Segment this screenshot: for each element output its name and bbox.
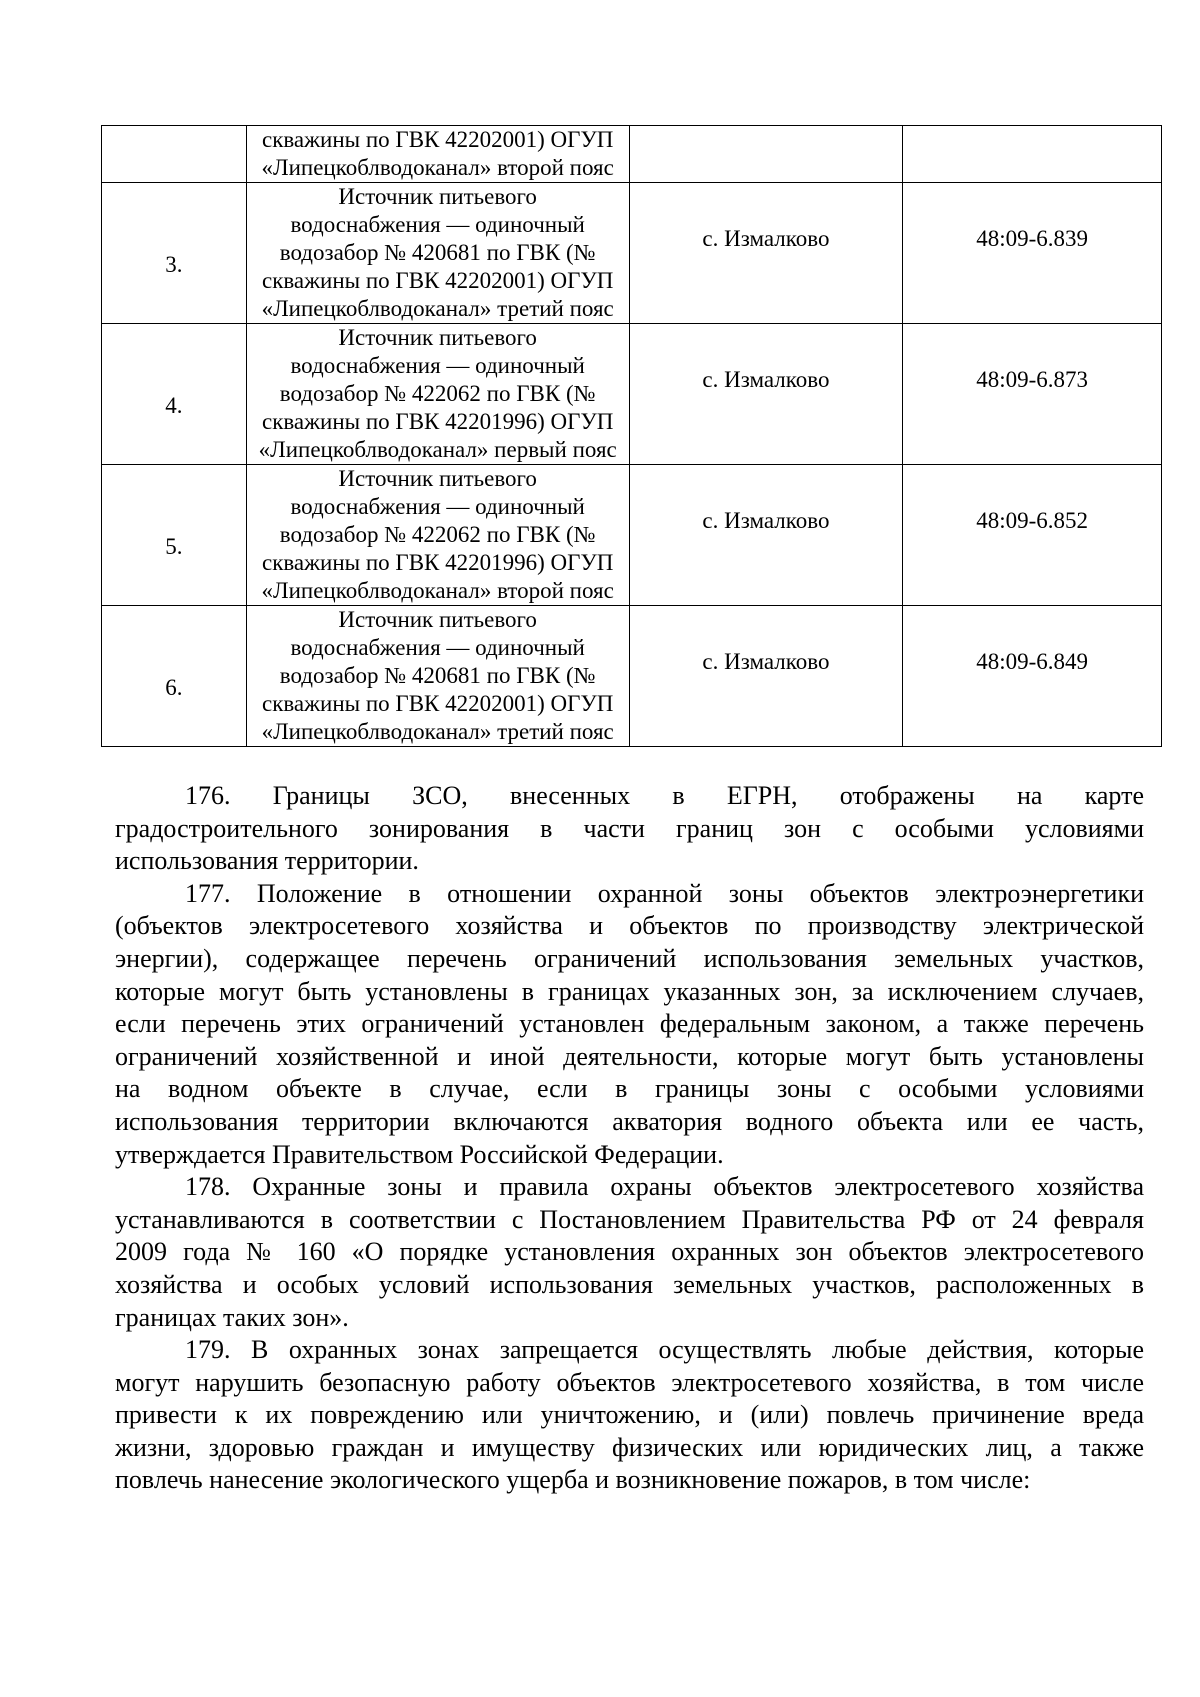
cell-location: с. Измалково bbox=[629, 606, 903, 747]
cell-reg-number: 48:09-6.873 bbox=[903, 324, 1162, 465]
table-row bbox=[102, 465, 1162, 606]
description-line: Источник питьевого bbox=[338, 607, 537, 632]
cell-description bbox=[246, 606, 629, 747]
description-line: водозабор № 420681 по ГВК (№ bbox=[279, 240, 596, 265]
cell-description bbox=[246, 324, 629, 465]
cell-location: с. Измалково bbox=[629, 324, 903, 465]
description-line: Источник питьевого bbox=[338, 466, 537, 491]
description-line: скважины по ГВК 42202001) ОГУП bbox=[261, 268, 614, 293]
text-line: которые могут быть установлены в границах указанных зон, за исключением случаев, bbox=[115, 976, 1144, 1006]
description-line: водозабор № 420681 по ГВК (№ bbox=[279, 663, 596, 688]
body-text bbox=[115, 780, 1144, 1497]
text-line: 179. В охранных зонах запрещается осуществлять любые действия, которые bbox=[185, 1335, 1144, 1365]
description-line: «Липецкоблводоканал» третий пояс bbox=[261, 719, 614, 744]
cell-location bbox=[629, 126, 903, 183]
table-row bbox=[102, 183, 1162, 324]
cell-number: 6. bbox=[102, 606, 247, 747]
text-line: энергии), содержащее перечень ограничений использования земельных участков, bbox=[115, 943, 1144, 973]
description-line: водоснабжения — одиночный bbox=[290, 494, 585, 519]
description-line: «Липецкоблводоканал» первый пояс bbox=[258, 437, 617, 462]
paragraph-178 bbox=[115, 1171, 1144, 1334]
paragraph-177 bbox=[115, 878, 1144, 1171]
cell-number: 4. bbox=[102, 324, 247, 465]
cell-location: с. Измалково bbox=[629, 183, 903, 324]
text-line: устанавливаются в соответствии с Постановлением Правительства РФ от 24 февраля bbox=[115, 1204, 1144, 1234]
text-line: 176. Границы ЗСО, внесенных в ЕГРН, отображены на карте bbox=[185, 781, 1144, 810]
text-line: хозяйства и особых условий использования земельных участков, расположенных в bbox=[115, 1269, 1144, 1299]
cell-reg-number bbox=[903, 126, 1162, 183]
text-line: 177. Положение в отношении охранной зоны объектов электроэнергетики bbox=[185, 878, 1144, 908]
text-line: (объектов электросетевого хозяйства и объектов по производству электрической bbox=[115, 911, 1144, 941]
cell-reg-number: 48:09-6.852 bbox=[903, 465, 1162, 606]
text-line: могут нарушить безопасную работу объектов электросетевого хозяйства, в том числе bbox=[115, 1367, 1144, 1397]
cell-description bbox=[246, 183, 629, 324]
cell-number bbox=[102, 126, 247, 183]
text-line: привести к их повреждению или уничтожению, и (или) повлечь причинение вреда bbox=[115, 1400, 1144, 1430]
paragraph-179 bbox=[115, 1334, 1144, 1497]
description-line: скважины по ГВК 42202001) ОГУП bbox=[261, 127, 614, 152]
text-line: если перечень этих ограничений установлен федеральным законом, а также перечень bbox=[115, 1009, 1144, 1039]
description-line: водозабор № 422062 по ГВК (№ bbox=[279, 522, 596, 547]
description-line: Источник питьевого bbox=[338, 184, 537, 209]
description-line: скважины по ГВК 42202001) ОГУП bbox=[261, 691, 614, 716]
text-line: 2009 года № 160 «О порядке установления охранных зон объектов электросетевого bbox=[115, 1237, 1144, 1267]
text-line: утверждается Правительством Российской Федерации. bbox=[115, 1139, 724, 1169]
zso-table bbox=[101, 125, 1162, 747]
text-line: 178. Охранные зоны и правила охраны объектов электросетевого хозяйства bbox=[185, 1172, 1144, 1202]
text-line: на водном объекте в случае, если в границы зоны с особыми условиями bbox=[115, 1074, 1144, 1104]
table-row bbox=[102, 324, 1162, 465]
cell-description bbox=[246, 126, 629, 183]
text-line: жизни, здоровью граждан и имуществу физических или юридических лиц, а также bbox=[115, 1432, 1144, 1462]
description-line: «Липецкоблводоканал» второй пояс bbox=[261, 578, 614, 603]
description-line: водоснабжения — одиночный bbox=[290, 212, 585, 237]
description-line: «Липецкоблводоканал» третий пояс bbox=[261, 296, 614, 321]
description-line: водоснабжения — одиночный bbox=[290, 353, 585, 378]
cell-reg-number: 48:09-6.839 bbox=[903, 183, 1162, 324]
cell-reg-number: 48:09-6.849 bbox=[903, 606, 1162, 747]
text-line: градостроительного зонирования в части границ зон с особыми условиями bbox=[115, 813, 1144, 843]
description-line: скважины по ГВК 42201996) ОГУП bbox=[261, 550, 614, 575]
description-line: скважины по ГВК 42201996) ОГУП bbox=[261, 409, 614, 434]
description-line: водоснабжения — одиночный bbox=[290, 635, 585, 660]
text-line: границах таких зон». bbox=[115, 1302, 349, 1332]
text-line: использования территории включаются акватория водного объекта или ее часть, bbox=[115, 1106, 1144, 1136]
table-row-continued bbox=[102, 126, 1162, 183]
description-line: Источник питьевого bbox=[338, 325, 537, 350]
text-line: использования территории. bbox=[115, 846, 419, 876]
table-row bbox=[102, 606, 1162, 747]
cell-number: 3. bbox=[102, 183, 247, 324]
description-line: водозабор № 422062 по ГВК (№ bbox=[279, 381, 596, 406]
cell-description bbox=[246, 465, 629, 606]
cell-location: с. Измалково bbox=[629, 465, 903, 606]
text-line: повлечь нанесение экологического ущерба и возникновение пожаров, в том числе: bbox=[115, 1465, 1031, 1495]
description-line: «Липецкоблводоканал» второй пояс bbox=[261, 155, 614, 180]
paragraph-176 bbox=[115, 780, 1144, 878]
cell-number: 5. bbox=[102, 465, 247, 606]
text-line: ограничений хозяйственной и иной деятельности, которые могут быть установлены bbox=[115, 1041, 1144, 1071]
